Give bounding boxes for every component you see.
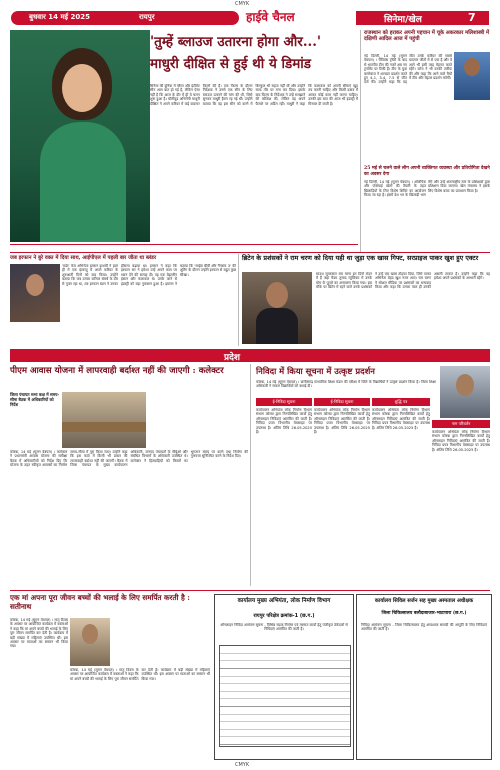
lead-headline-2: माधुरी दीक्षित से हुई थी ये डिमांड (150, 56, 312, 72)
section-name: सिनेमा/खेल (384, 15, 422, 25)
ramcharan-photo (242, 272, 312, 344)
bottom-body-2: कोरबा, 14 मई (सुमन वेबपल) । मातृ दिवस के अवसर पर आयोजित कार्यक्रम में वक्ताओं ने कहा कि मां अपने बच्चों की भलाई के लिए पूरा जीवन समर्पित कर देती है। कार्यक्रम में बड़ी संख्या में महिलाएं उपस्थित थीं। इस अवसर पर माताओं का सम्मान भी किया गया। (70, 668, 210, 681)
bottom-headline: एक मां अपना पूरा जीवन बच्चों की भलाई के लिए समर्पित करती है : सतीनाथ (10, 593, 190, 611)
sidebar-body-2: नई दिल्ली, 14 मई (सुमन वेबपल) । ओलंपिक और एशियाई खेलों की तैयारी के तहत खिलाड़ियों के लिए विशेष शिविर का आयोजन किया जा रहा है। इसमें देश भर के खिलाड़ी भाग लेंगे और उन्हें अंतरराष्ट्रीय स्तर के प्रशिक्षकों द्वारा प्रशिक्षण दिया जाएगा। खेल मंत्रालय ने इसके लिए विशेष बजट का प्रावधान किया है। (364, 180, 490, 198)
student-photo (440, 366, 490, 418)
divider (10, 252, 490, 253)
pm-body: कोरबा, 14 मई (सुमन वेबपल) । कलेक्टर ने प्रधानमंत्री आवास योजना की समीक्षा बैठक में अधिकारियों को निर्देश दिए कि योजना के तहत स्वीकृत आवासों का निर्माण समय-सीमा में पूरा किया जाए। उन्होंने कहा कि इस कार्य में किसी भी प्रकार की लापरवाही बर्दाश्त नहीं की जाएगी। बैठक में जिला पंचायत के मुख्य कार्यपालन अधिकारी, जनपद पंचायतों के सीईओ और संबंधित विभागों के अधिकारी उपस्थित थे। कलेक्टर ने हितग्राहियों को किस्तों का भुगतान समय पर करने तथा निर्माण की गुणवत्ता सुनिश्चित करने के निर्देश दिए। (10, 450, 248, 468)
mid-right-body: साउथ सुपरस्टार राम चरण इन दिनों लंदन में हैं जहां मैडम तुसाद म्यूजियम में उनके मोम के पुतले का अनावरण किया गया। इस मौके पर ब्रिटेन में रहने वाले उनके प्रशंसकों ने उन्हें एक खास तोहफा दिया, जिसे पाकर अभिनेता बेहद खुश नजर आए। राम चरण ने सोशल मीडिया पर प्रशंसकों का धन्यवाद किया और कहा कि उनका प्यार ही उनकी असली ताकत है। उन्होंने कहा कि वह हमेशा अपने प्रशंसकों के आभारी रहेंगे। (316, 272, 490, 290)
irrfan-photo (10, 264, 60, 322)
ad-pwd-subtitle: रायपुर परिक्षेत्र क्रमांक-1 (छ.ग.) (253, 613, 315, 619)
mid-left-body: 'मर्डर' फेम अभिनेता इमरान हाशमी ने हाल ही में एक इंटरव्यू में अपने करियर के शुरुआती दिनों को याद किया। उन्होंने बताया कि जब उनका करियर संघर्ष के दौर से गुजर रहा था, तब इरफान खान ने उनका हौसला बढ़ाया था। इमरान ने कहा कि इरफान सर ने हमेशा उन्हें अपने काम पर ध्यान देने की सलाह दी। वह एक बेहतरीन इंसान और कलाकार थे। उनके जाने से इंडस्ट्री को बड़ा नुकसान हुआ है। इमरान ने बताया कि 'साहेब बीवी और गैंगस्टर 3' की शूटिंग के दौरान उन्होंने इरफान से बहुत कुछ सीखा। (62, 264, 236, 286)
region-banner (10, 349, 490, 362)
speaker-face (82, 624, 98, 644)
tender-ad-hospital (356, 594, 492, 760)
tender-headline: निविदा में किया सूचना में उत्कृष्ट प्रदर्शन (256, 366, 375, 376)
sidebar-subhead: 25 मई से चलने वाले लीग अपनी व्यक्तिगत व्यवस्था और प्रतियोगिता देखने का अवसर देगा (364, 166, 490, 177)
page-number: 7 (468, 11, 476, 24)
player-face (464, 58, 480, 76)
actor-body (256, 308, 298, 344)
tender-col-1: कार्यपालन अभियंता लोक निर्माण विभाग संभाग कोरबा द्वारा निम्नलिखित कार्यों हेतु ऑनलाइन निविदाएं आमंत्रित की जाती हैं। निविदा प्रपत्र विभागीय वेबसाइट पर उपलब्ध है। अंतिम तिथि 26.05.2025 है। (256, 408, 312, 435)
date-bar (11, 11, 239, 25)
divider (10, 244, 358, 245)
column-rule (360, 30, 361, 252)
ad-pwd-body: ऑनलाइन निविदा आमंत्रण सूचना - विभिन्न सड़क निर्माण एवं मरम्मत कार्यों हेतु पंजीकृत ठेकेदारों से निविदाएं आमंत्रित की जाती हैं। (220, 623, 348, 632)
issue-city: रायपुर (139, 13, 155, 21)
tender-col-head-4: नाम परिवर्तन (432, 420, 490, 428)
meeting-photo (62, 392, 146, 448)
ad-hospital-title: कार्यालय सिविल सर्जन सह मुख्य अस्पताल अधीक्षक (374, 598, 474, 604)
column-rule (238, 254, 239, 346)
tender-col-head-2: ई-निविदा सूचना (314, 398, 370, 406)
pm-headline: पीएम आवास योजना में लापरवाही बर्दाश्त नहीं की जाएगी : कलेक्टर (10, 366, 224, 376)
madhuri-photo (10, 30, 150, 242)
mid-right-headline: ब्रिटेन के प्रशंसकों ने राम चरण को दिया यही था जुड़ा एक खास गिफ्ट, सरप्राइज पाकर खुश हुए एक्टर (242, 254, 479, 262)
pm-kicker: जिला पंचायत सभा कक्ष में समय-सीमा बैठक में अधिकारियों को निर्देश (10, 392, 60, 407)
section-bar (356, 11, 489, 25)
ad-hospital-body: निविदा आमंत्रण सूचना - जिला चिकित्सालय हेतु आवश्यक सामग्री की आपूर्ति के लिए निविदाएं आमंत्रित की जाती हैं। (361, 623, 487, 632)
face-shape (62, 64, 102, 112)
divider (10, 590, 490, 591)
tender-col-head-3: शुद्धि पत्र (372, 398, 430, 406)
masthead (0, 0, 500, 28)
bottom-body-1: कोरबा, 14 मई (सुमन वेबपल) । मातृ दिवस के अवसर पर आयोजित कार्यक्रम में वक्ताओं ने कहा कि मां अपने बच्चों की भलाई के लिए पूरा जीवन समर्पित कर देती है। कार्यक्रम में बड़ी संख्या में महिलाएं उपस्थित थीं। इस अवसर पर माताओं का सम्मान भी किया गया। (10, 618, 68, 649)
actor-face (266, 282, 288, 308)
tender-col-3: कार्यपालन अभियंता लोक निर्माण विभाग संभाग कोरबा द्वारा निम्नलिखित कार्यों हेतु ऑनलाइन निविदाएं आमंत्रित की जाती हैं। निविदा प्रपत्र विभागीय वेबसाइट पर उपलब्ध है। अंतिम तिथि 26.05.2025 है। (372, 408, 430, 430)
sidebar-body: नई दिल्ली, 14 मई (सुमन वेबपल) । चैंपियंस ट्रॉफी के बाद से भारतीय टीम की नजरें अब नए टूर्नामेंट पर टिकी हैं। टीम के युवा बल्लेबाज ने शानदार प्रदर्शन करते हुए 4-1, 3-4, 7-5 से जीत दर्ज की। उन्होंने कहा कि यह जीत उनके करियर की सबसे यादगार जीतों में से एक है और वे आगे भी इसी तरह मेहनत करते रहेंगे। कोच ने भी उनकी तारीफ की और कहा कि आने वाले मैचों में टीम और बेहतर प्रदर्शन करेगी। (364, 54, 452, 85)
region-banner-label: प्रदेश (224, 353, 241, 363)
sidebar-headline: राजस्थान को हराकर अपनी पहचान में चूके अकरकार मलिशास्त्री में दक्षिणी आदिल आज में पहुंची (364, 30, 490, 43)
tender-col-2: कार्यपालन अभियंता लोक निर्माण विभाग संभाग कोरबा द्वारा निम्नलिखित कार्यों हेतु ऑनलाइन निविदाएं आमंत्रित की जाती हैं। निविदा प्रपत्र विभागीय वेबसाइट पर उपलब्ध है। अंतिम तिथि 26.05.2025 है। (314, 408, 370, 435)
tender-col-head-1: ई-निविदा सूचना (256, 398, 312, 406)
lead-headline-1: 'तुम्हें ब्लाउज उतारना होगा और...' (150, 34, 322, 50)
tender-col-4: कार्यपालन अभियंता लोक निर्माण विभाग संभाग कोरबा द्वारा निम्नलिखित कार्यों हेतु ऑनलाइन निविदाएं आमंत्रित की जाती हैं। निविदा प्रपत्र विभागीय वेबसाइट पर उपलब्ध है। अंतिम तिथि 26.05.2025 है। (432, 430, 490, 452)
issue-date: बुधवार 14 मई 2025 (29, 13, 91, 21)
speaker-photo (70, 618, 110, 666)
cmyk-mark: CMYK (235, 762, 250, 768)
tender-ad-pwd (214, 594, 354, 760)
cmyk-mark: CMYK (235, 1, 250, 7)
tender-body: कोरबा, 14 मई (सुमन वेबपल) । छत्तीसगढ़ माध्यमिक शिक्षा मंडल की परीक्षा में जिले के विद्यार्थियों ने उत्कृष्ट प्रदर्शन किया है। जिला शिक्षा अधिकारी ने सफल विद्यार्थियों को बधाई दी। (256, 380, 436, 389)
brand-name: हाईवे चैनल (246, 10, 295, 24)
cricketer-photo (454, 52, 490, 100)
student-face (456, 374, 474, 396)
lead-body: सिनेमा की दुनिया में ग्लैमर और इंटीमेट सीन आम बात हो गई है, लेकिन ऐसा नहीं है कि आज के दौर में ही ये चलन शुरू हुआ है। बॉलीवुड अभिनेत्री माधुरी दीक्षित ने अपने करियर में कई यादगार फिल्में की हैं। एक फिल्म के दौरान निर्देशक ने उनसे एक सीन के लिए ब्लाउज उतारने की मांग की थी, जिसे सुनकर माधुरी हैरान रह गई थीं। उन्होंने बताया कि वह इस सीन को करने में बिल्कुल भी सहज नहीं थीं और उन्होंने साफ तौर पर मना कर दिया। इसके बाद फिल्म के निर्देशक ने उन्हें समझाने की कोशिश की, लेकिन वह अपने फैसले पर अडिग रहीं। माधुरी ने कहा कि कलाकार को अपनी सीमाएं खुद तय करनी चाहिए और किसी दबाव में आकर कोई काम नहीं करना चाहिए। उनकी इस बात की आज भी इंडस्ट्री में मिसाल दी जाती है। (150, 84, 358, 106)
dress-shape (40, 122, 126, 242)
ad-pwd-table (219, 645, 351, 747)
column-rule (250, 364, 251, 586)
meeting-table (62, 422, 146, 432)
actor-face (26, 274, 44, 296)
ad-pwd-title: कार्यालय मुख्य अभियंता, लोक निर्माण विभाग (237, 598, 331, 604)
ad-hospital-subtitle: जिला चिकित्सालय बलौदाबाजार-भाटापारा (छ.ग.) (381, 611, 467, 616)
mid-left-headline: जब इरफान ने बुरे वक्त में दिया साथ, आईपीएल में पहली बार जीता था ब्लंडर (10, 255, 157, 261)
